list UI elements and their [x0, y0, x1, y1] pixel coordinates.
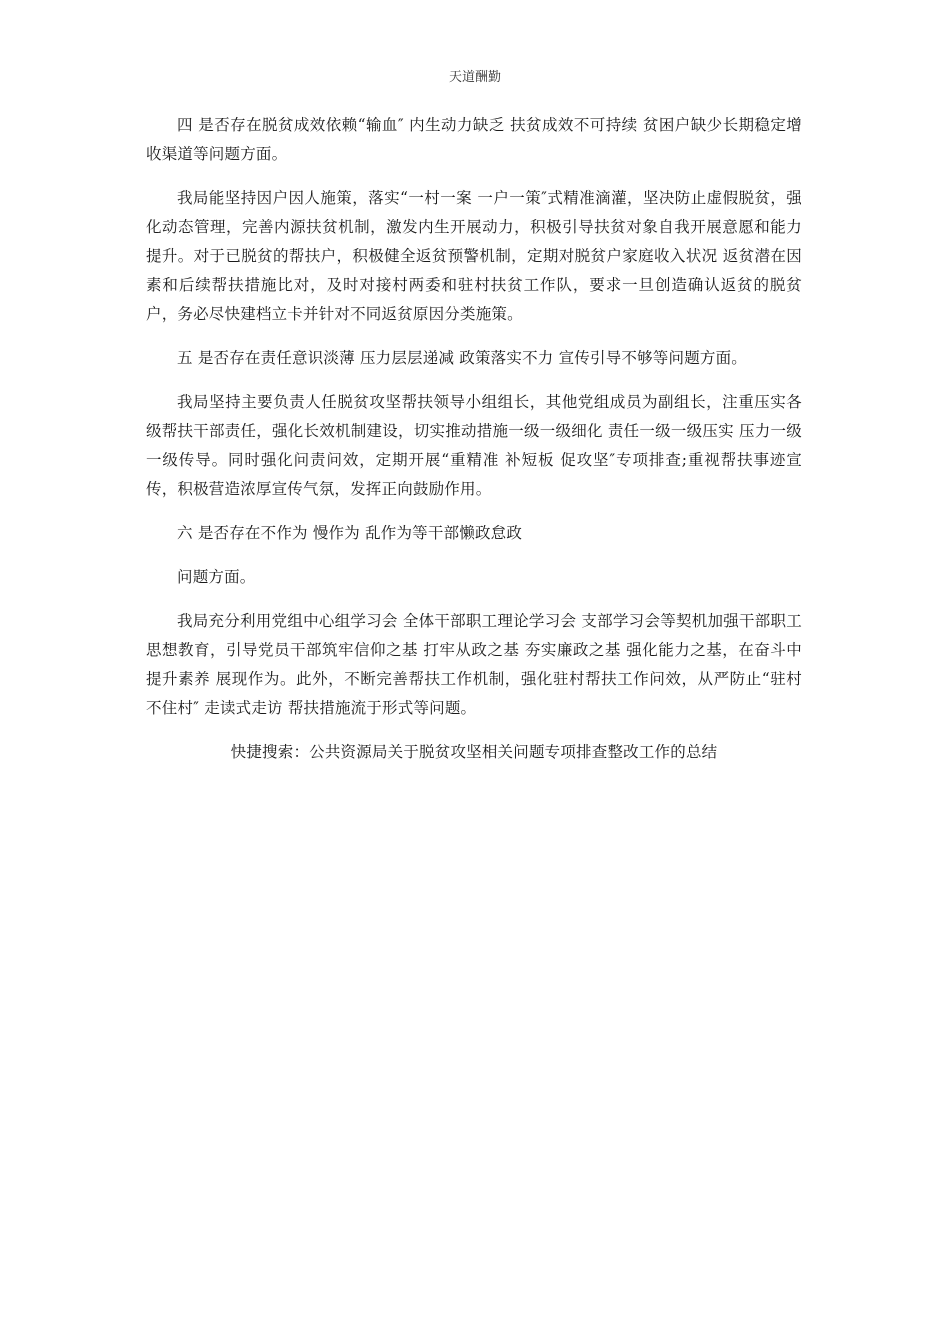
- section-six-heading: 六 是否存在不作为 慢作为 乱作为等干部懒政怠政: [177, 524, 523, 542]
- section-four-body: 我局能坚持因户因人施策，落实“一村一案 一户一策″式精准滴灌，坚决防止虚假脱贫，强化动态管理，完善内源扶贫机制，激发内生开展动力，积极引导扶贫对象自我开展意愿和能力提升。对于已脱贫的帮扶户，积极健全返贫预警机制，定期对脱贫户家庭收入状况 返贫潜在因素和后续帮扶措施比对，及时对接村两委和驻村扶贫工作队，要求一旦创造确认返贫的脱贫户，务必尽快建档立卡并针对不同返贫原因分类施策。: [146, 189, 802, 323]
- section-four-heading: 四 是否存在脱贫成效依赖“输血″ 内生动力缺乏 扶贫成效不可持续 贫困户缺少长期稳定增收渠道等问题方面。: [146, 116, 802, 163]
- section-five-body: 我局坚持主要负责人任脱贫攻坚帮扶领导小组组长，其他党组成员为副组长，注重压实各级帮扶干部责任，强化长效机制建设，切实推动措施一级一级细化 责任一级一级压实 压力一级一级传导。同时强化问责问效，定期开展“重精准 补短板 促攻坚″专项排查;重视帮扶事迹宣传，积极营造浓厚宣传气氛，发挥正向鼓励作用。: [146, 393, 802, 498]
- quick-search-line: 快捷搜索：公共资源局关于脱贫攻坚相关问题专项排查整改工作的总结: [230, 743, 718, 761]
- section-five-heading: 五 是否存在责任意识淡薄 压力层层递减 政策落实不力 宣传引导不够等问题方面。: [177, 349, 748, 367]
- section-six-heading-continued: 问题方面。: [177, 568, 256, 586]
- page-header: 天道酬勤: [448, 70, 501, 85]
- section-six-body: 我局充分利用党组中心组学习会 全体干部职工理论学习会 支部学习会等契机加强干部职工思想教育，引导党员干部筑牢信仰之基 打牢从政之基 夯实廉政之基 强化能力之基，在奋斗中提升素养 展现作为。此外，不断完善帮扶工作机制，强化驻村帮扶工作问效，从严防止“驻村不住村″ 走读式走访 帮扶措施流于形式等问题。: [146, 612, 802, 717]
- document-body: [146, 111, 802, 767]
